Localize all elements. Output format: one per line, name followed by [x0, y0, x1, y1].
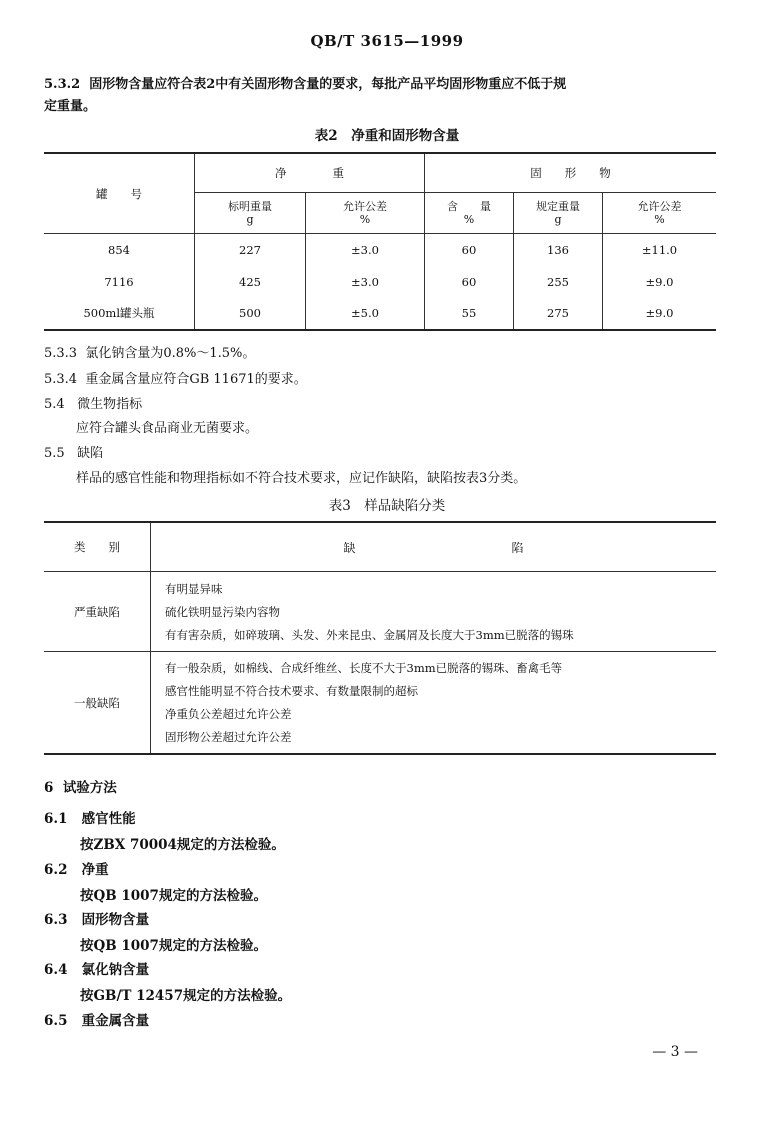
list-item: 硫化铁明显污染内容物 [165, 605, 280, 619]
cell-weight: 227 [195, 234, 306, 266]
header-unit: % [359, 213, 371, 226]
section-5-3-3 [44, 343, 255, 365]
section-title: 微生物指标 [77, 397, 143, 412]
section-number: 5.4 [44, 397, 65, 412]
list-item: 固形物公差超过允许公差 [165, 730, 292, 744]
cell-spec-weight: 255 [514, 266, 603, 298]
cell-content: 60 [425, 234, 514, 266]
cell-tolerance: ±5.0 [306, 298, 425, 330]
paragraph-text: 按QB 1007规定的方法检验。 [80, 888, 267, 904]
paragraph-text: 重金属含量应符合GB 11671的要求。 [85, 372, 307, 387]
section-number: 6.2 [44, 862, 68, 878]
section-6-5 [44, 1009, 149, 1029]
paragraph-text: 应符合罐头食品商业无菌要求。 [76, 421, 259, 436]
section-number: 5.3.2 [44, 77, 81, 92]
section-number: 5.3.4 [44, 372, 78, 387]
header-text: 含 量 [447, 200, 491, 213]
section-6-2 [44, 858, 109, 878]
section-title: 重金属含量 [81, 1013, 150, 1029]
section-5-5 [44, 443, 103, 465]
header-text: 规定重量 [536, 200, 580, 213]
list-item: 有有害杂质，如碎玻璃、头发、外来昆虫、金属屑及长度大于3mm已脱落的锡珠 [165, 628, 574, 642]
cell-spec-weight: 136 [514, 234, 603, 266]
header-text: 标明重量 [228, 200, 272, 213]
cell-weight: 425 [195, 266, 306, 298]
cell-spec-weight: 275 [514, 298, 603, 330]
paragraph-text: 按ZBX 70004规定的方法检验。 [80, 837, 285, 853]
table2-caption: 表2 净重和固形物含量 [314, 128, 460, 144]
severe-defect-label: 严重缺陷 [44, 572, 151, 652]
header-unit: g [246, 213, 254, 226]
header-text: 允许公差 [343, 200, 387, 213]
table3-caption: 表3 样品缺陷分类 [328, 498, 446, 514]
list-item: 净重负公差超过允许公差 [165, 707, 292, 721]
section-number: 5.3.3 [44, 346, 78, 361]
header-unit: % [654, 213, 665, 226]
paragraph-text: 氯化钠含量为0.8%～1.5%。 [85, 346, 256, 361]
paragraph-text: 样品的感官性能和物理指标如不符合技术要求，应记作缺陷，缺陷按表3分类。 [76, 471, 527, 486]
col-header-net-weight: 净 重 [195, 153, 425, 193]
header-text: 允许公差 [637, 200, 682, 213]
section-number: 6 [44, 780, 54, 796]
col-header-defect: 缺 陷 [151, 522, 717, 572]
paragraph-text: 按QB 1007规定的方法检验。 [80, 938, 267, 954]
cell-weight: 500 [195, 298, 306, 330]
header-unit: g [554, 213, 562, 226]
section-title: 氯化钠含量 [81, 962, 150, 978]
col-header-label-weight [195, 193, 306, 234]
section-title: 净重 [81, 862, 109, 878]
col-header-category: 类 别 [44, 522, 151, 572]
general-defect-label: 一般缺陷 [44, 652, 151, 755]
table-row [44, 234, 716, 266]
list-item: 有明显异味 [165, 582, 223, 596]
header-unit: % [463, 213, 475, 226]
cell-can: 500ml罐头瓶 [44, 298, 195, 330]
cell-content: 55 [425, 298, 514, 330]
cell-can: 7116 [104, 274, 134, 289]
section-5-4 [44, 394, 142, 416]
paragraph-text: 固形物含量应符合表2中有关固形物含量的要求，每批产品平均固形物重应不低于规 [89, 77, 567, 92]
cell-tolerance: ±3.0 [306, 266, 425, 298]
cell-content: 60 [425, 266, 514, 298]
table2-net-weight-solids [44, 152, 716, 331]
paragraph-text: 按GB/T 12457规定的方法检验。 [80, 988, 292, 1004]
severe-defect-list [151, 572, 717, 652]
col-header-content [425, 193, 514, 234]
col-header-solids: 固 形 物 [425, 153, 717, 193]
section-6-3 [44, 908, 149, 928]
section-title: 缺陷 [77, 446, 104, 461]
cell-tolerance: ±3.0 [306, 234, 425, 266]
section-number: 6.4 [44, 962, 68, 978]
cell-tolerance2: ±9.0 [603, 298, 717, 330]
cell-tolerance2: ±9.0 [603, 266, 717, 298]
table-row [44, 266, 716, 298]
page-number: — 3 — [652, 1044, 698, 1060]
section-number: 6.1 [44, 811, 68, 827]
col-header-tolerance [306, 193, 425, 234]
general-defect-list [151, 652, 717, 755]
col-header-tolerance2 [603, 193, 717, 234]
section-title: 试验方法 [62, 780, 117, 796]
section-number: 5.5 [44, 446, 65, 461]
list-item: 感官性能明显不符合技术要求、有数量限制的超标 [165, 684, 418, 698]
section-number: 6.5 [44, 1013, 68, 1029]
cell-can: 854 [108, 242, 130, 257]
section-number: 6.3 [44, 912, 68, 928]
section-title: 固形物含量 [81, 912, 150, 928]
section-5-3-4 [44, 369, 307, 391]
section-5-3-2 [44, 74, 724, 96]
section-6-1 [44, 807, 136, 827]
table3-defect-classification [44, 521, 716, 755]
paragraph-continuation: 定重量。 [44, 99, 97, 114]
section-title: 感官性能 [81, 811, 136, 827]
col-header-spec-weight [514, 193, 603, 234]
page-header: QB/T 3615—1999 [310, 32, 464, 50]
cell-tolerance2: ±11.0 [603, 234, 717, 266]
section-6-4 [44, 958, 149, 978]
list-item: 有一般杂质，如棉线、合成纤维丝、长度不大于3mm已脱落的锡珠、畜禽毛等 [165, 661, 563, 675]
col-header-can: 罐 号 [44, 153, 195, 234]
table-row [44, 298, 716, 330]
section-6 [44, 776, 117, 796]
